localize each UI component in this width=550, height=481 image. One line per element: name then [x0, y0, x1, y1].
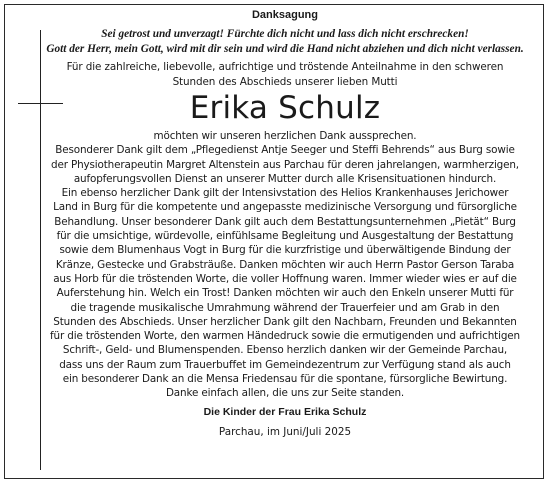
body-line: Land in Burg für die kompetente und angepasste medizinische Versorgung und fürsorgliche: [53, 201, 517, 214]
body-line: Stunden des Abschieds. Unser herzlicher Dank gilt den Nachbarn, Freunden und Bekannten: [53, 315, 517, 328]
thanks-body: [40, 129, 530, 401]
notice-content: [40, 8, 530, 439]
place-date: Parchau, im Juni/Juli 2025: [218, 425, 352, 438]
body-line: ein besonderer Dank an die Mensa Friedensau für die spontane, fürsorgliche Bewirtung.: [62, 373, 508, 386]
verse-line: Sei getrost und unverzagt! Fürchte dich nicht und lass dich nicht erschrecken!: [101, 28, 469, 40]
body-line: möchten wir unseren herzlichen Dank aussprechen.: [153, 130, 417, 142]
body-line: Besonderer Dank gilt dem „Pflegedienst Antje Seeger und Steffi Behrends“ aus Burg sowie: [55, 144, 515, 157]
body-line: die tragende musikalische Umrahmung während der Trauerfeier und am Grab in den: [70, 301, 500, 314]
body-line: für die tröstenden Worte, den warmen Händedruck sowie die ermutigenden und aufrichtigen: [50, 330, 520, 343]
verse-line: Gott der Herr, mein Gott, wird mit dir sein und wird die Hand nicht abziehen und dich nicht verlassen.: [46, 42, 524, 55]
body-line: der Physiotherapeutin Margret Altenstein aus Parchau für deren jahrelangen, warmherzigen,: [51, 158, 519, 171]
body-line: Schrift-, Geld- und Blumenspenden. Ebenso herzlich danken wir der Gemeinde Parchau,: [62, 344, 508, 357]
deceased-name: Erika Schulz: [189, 90, 381, 126]
body-line: Kränze, Gestecke und Grabsträuße. Danken möchten wir auch Herrn Pastor Gerson Taraba: [55, 258, 515, 271]
intro-line: Stunden des Abschieds unserer lieben Mutti: [172, 75, 398, 88]
notice-heading: Danksagung: [251, 9, 318, 21]
body-line: Behandlung. Unser besonderer Dank gilt auch dem Bestattungsunternehmen „Pietät“ Burg: [54, 215, 516, 228]
body-line: sowie dem Blumenhaus Vogt in Burg für die kurzfristige und überwältigende Bindung der: [59, 244, 511, 257]
bible-verse: [40, 27, 530, 56]
signature: Die Kinder der Frau Erika Schulz: [203, 405, 367, 418]
body-line: aufopferungsvollen Dienst an unserer Mutter durch alle Krisensituationen hindurch.: [73, 172, 497, 185]
body-line: aus Horb für die tröstenden Worte, die voller Hoffnung waren. Immer wieder wies er auf die: [53, 272, 517, 285]
intro-text: [40, 60, 530, 89]
body-line: Ein ebenso herzlicher Dank gilt der Intensivstation des Helios Krankenhauses Jerichower: [61, 187, 509, 200]
body-line: für die umsichtige, würdevolle, einfühlsame Begleitung und Ausgestaltung der Bestattung: [56, 230, 514, 243]
intro-line: Für die zahlreiche, liebevolle, aufrichtige und tröstende Anteilnahme in den schweren: [66, 61, 504, 73]
body-line: Danke einfach allen, die uns zur Seite standen.: [165, 387, 405, 400]
body-line: Auferstehung hin. Welch ein Trost! Danken möchten wir auch den Enkeln unserer Mutti für: [56, 287, 514, 300]
body-line: dass uns der Raum zum Trauerbuffet im Gemeindezentrum zur Verfügung stand als auch: [59, 358, 511, 371]
